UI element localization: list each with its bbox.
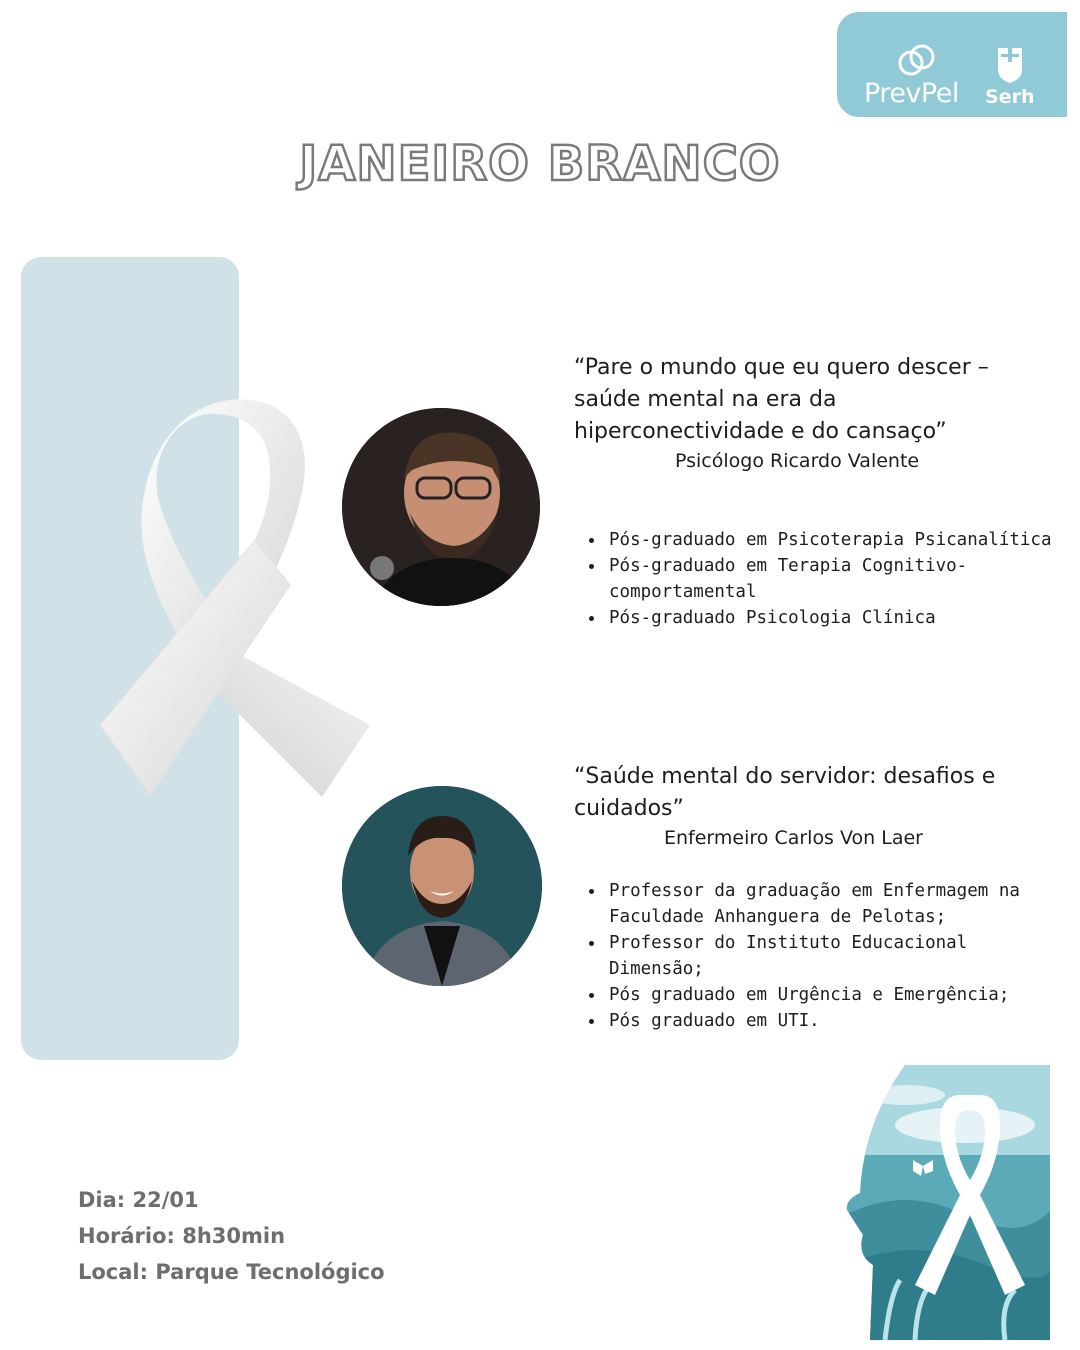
prevpel-logo-text: PrevPel bbox=[864, 78, 959, 109]
credential-item: Pós graduado em UTI. bbox=[574, 1008, 1054, 1034]
credential-item: Pós-graduado em Terapia Cognitivo-comportamental bbox=[574, 553, 1054, 605]
credential-item: Professor do Instituto Educacional Dimensão; bbox=[574, 930, 1054, 982]
serh-logo-text: Serh bbox=[985, 86, 1035, 108]
speaker-name-1: Psicólogo Ricardo Valente bbox=[675, 450, 920, 472]
credential-item: Pós-graduado em Psicoterapia Psicanalítica bbox=[574, 527, 1054, 553]
event-location: Local: Parque Tecnológico bbox=[78, 1260, 385, 1284]
awareness-ribbon-icon bbox=[90, 395, 380, 805]
talk-title-1: “Pare o mundo que eu quero descer – saúde mental na era da hiperconectividade e do cansaço” bbox=[574, 355, 989, 444]
credentials-list-1 bbox=[574, 527, 1054, 631]
talk-title-2: “Saúde mental do servidor: desafios e cuidados” bbox=[574, 764, 996, 821]
speaker-name-2: Enfermeiro Carlos Von Laer bbox=[664, 827, 923, 849]
event-info bbox=[78, 1182, 385, 1290]
mental-health-head-icon bbox=[845, 1065, 1055, 1340]
speaker-photo-carlos bbox=[342, 786, 542, 986]
logo-badge bbox=[837, 12, 1067, 117]
serh-shield-icon bbox=[995, 46, 1025, 84]
event-date: Dia: 22/01 bbox=[78, 1188, 199, 1212]
credential-item: Pós graduado em Urgência e Emergência; bbox=[574, 982, 1054, 1008]
credential-item: Pós-graduado Psicologia Clínica bbox=[574, 605, 1054, 631]
page-title: JANEIRO BRANCO bbox=[299, 136, 781, 192]
credential-item: Professor da graduação em Enfermagem na Faculdade Anhanguera de Pelotas; bbox=[574, 878, 1054, 930]
speaker-portrait-icon bbox=[342, 408, 540, 606]
credentials-list-2 bbox=[574, 878, 1054, 1034]
speaker-photo-ricardo bbox=[342, 408, 540, 606]
prevpel-rings-icon bbox=[897, 44, 937, 78]
speaker-portrait-icon bbox=[342, 786, 542, 986]
event-time: Horário: 8h30min bbox=[78, 1224, 286, 1248]
